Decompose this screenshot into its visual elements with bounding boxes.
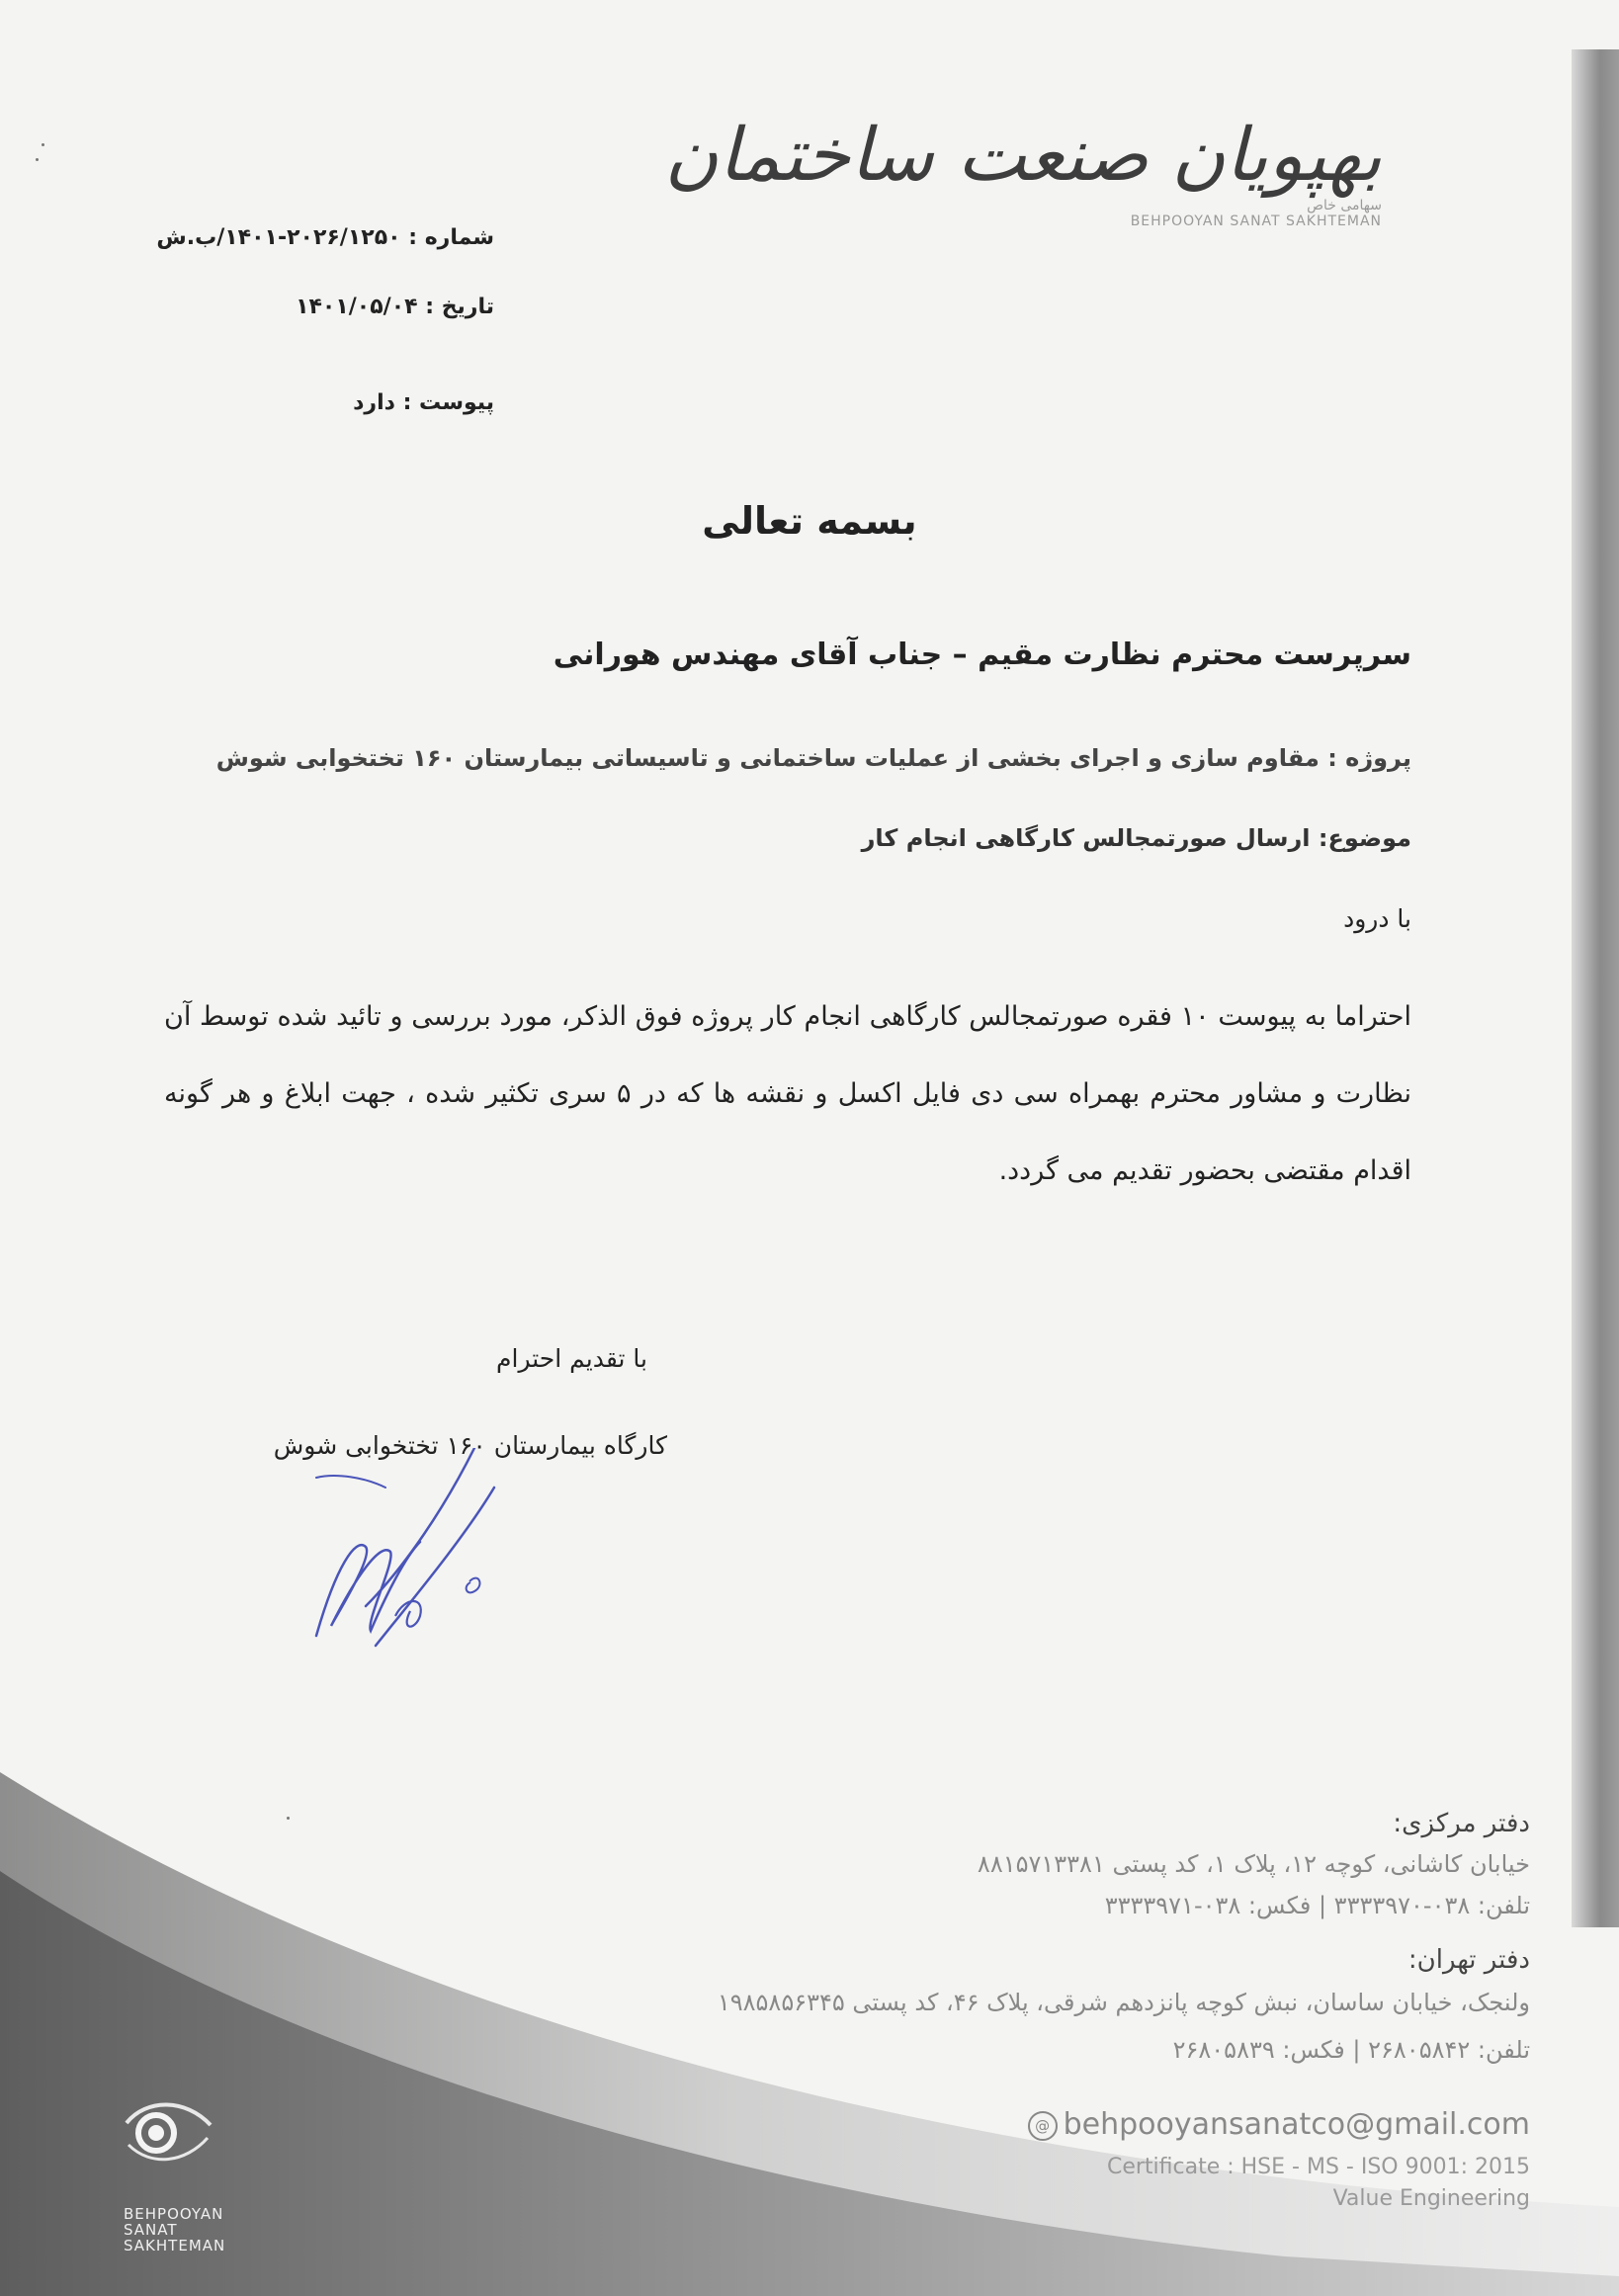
scan-speck	[287, 1817, 290, 1820]
decorative-side-strip	[1572, 49, 1619, 1927]
company-email-text: behpooyansanatco@gmail.com	[1063, 2107, 1530, 2142]
company-logo-en: BEHPOOYAN SANAT SAKHTEMAN	[1130, 213, 1382, 229]
letter-date-label: تاریخ :	[425, 295, 494, 319]
company-logo-fa: بهپویان صنعت ساختمان	[664, 113, 1382, 198]
letter-closing: با تقدیم احترام	[496, 1344, 647, 1373]
corner-logo-line-1: BEHPOOYAN	[124, 2205, 224, 2223]
letter-date-value: ۱۴۰۱/۰۵/۰۴	[296, 295, 418, 319]
letter-project: پروژه : مقاوم سازی و اجرای بخشی از عملیات ساختمانی و تاسیساتی بیمارستان ۱۶۰ تختخوابی شوش	[215, 744, 1411, 772]
letter-number	[148, 225, 494, 250]
letter-attachment-label: پیوست :	[402, 390, 494, 415]
corner-logo-icon	[117, 2083, 215, 2182]
tehran-office-address-row	[718, 1989, 1530, 2016]
tehran-office-phone-row	[1173, 2036, 1530, 2064]
letter-date	[148, 295, 494, 319]
handwritten-signature	[297, 1448, 524, 1675]
central-office-phone: تلفن: ۰۳۸-۳۳۳۳۹۷۰ | فکس: ۰۳۸-۳۳۳۳۹۷۱	[1104, 1892, 1530, 1919]
letter-attachment	[148, 390, 494, 415]
letter-site: کارگاه بیمارستان ۱۶۰ تختخوابی شوش	[273, 1431, 667, 1460]
tehran-office	[1408, 1945, 1530, 1975]
letter-number-label: شماره :	[408, 225, 494, 250]
letter-attachment-value: دارد	[353, 390, 395, 415]
central-office-phone-row	[1105, 1892, 1530, 1919]
company-email	[1028, 2107, 1530, 2142]
central-office-address-row	[978, 1850, 1530, 1878]
central-office-address: خیابان کاشانی، کوچه ۱۲، پلاک ۱، کد پستی ۸۸۱۵۷۱۳۳۸۱	[977, 1850, 1530, 1878]
certificate-line: Certificate : HSE - MS - ISO 9001: 2015	[1106, 2155, 1530, 2179]
central-office-title: دفتر مرکزی:	[1393, 1809, 1530, 1838]
corner-logo-line-2: SANAT	[124, 2221, 178, 2239]
letter-subject: موضوع: ارسال صورتمجالس کارگاهی انجام کار	[861, 824, 1411, 852]
letter-greeting: با درود	[1343, 904, 1411, 933]
tehran-office-phone: تلفن: ۲۶۸۰۵۸۴۲ | فکس: ۲۶۸۰۵۸۳۹	[1172, 2036, 1530, 2064]
footer-wave-decoration	[0, 1743, 1619, 2296]
corner-logo-text	[124, 2206, 225, 2253]
value-engineering-line: Value Engineering	[1332, 2186, 1530, 2211]
corner-logo-line-3: SAKHTEMAN	[124, 2237, 226, 2254]
letter-body: احتراما به پیوست ۱۰ فقره صورتمجالس کارگاهی انجام کار پروژه فوق الذکر، مورد بررسی و تائید شده توسط آن نظارت و مشاور محترم بهمراه سی دی فایل اکسل و نقشه ها که در ۵ سری تکثیر شده ، جهت ابلاغ و هر گونه اقدام مقتضی بحضور تقدیم می گردد.	[164, 1001, 1411, 1186]
scan-speck	[42, 143, 44, 146]
letter-number-value: ۲۰۲۶/۱۲۵۰-۱۴۰۱/ب.ش	[156, 225, 401, 250]
at-icon: @	[1028, 2111, 1058, 2141]
letter-title: بسمه تعالی	[702, 499, 917, 543]
company-logo-sub: سهامی خاص	[1307, 198, 1382, 213]
central-office	[1393, 1809, 1530, 1838]
letter-recipient: سرپرست محترم نظارت مقیم – جناب آقای مهندس هورانی	[553, 638, 1411, 672]
scan-speck	[36, 158, 39, 161]
tehran-office-title: دفتر تهران:	[1407, 1945, 1530, 1975]
tehran-office-address: ولنجک، خیابان ساسان، نبش کوچه پانزدهم شرقی، پلاک ۴۶، کد پستی ۱۹۸۵۸۵۶۳۴۵	[717, 1989, 1530, 2016]
company-logo	[664, 113, 1382, 229]
